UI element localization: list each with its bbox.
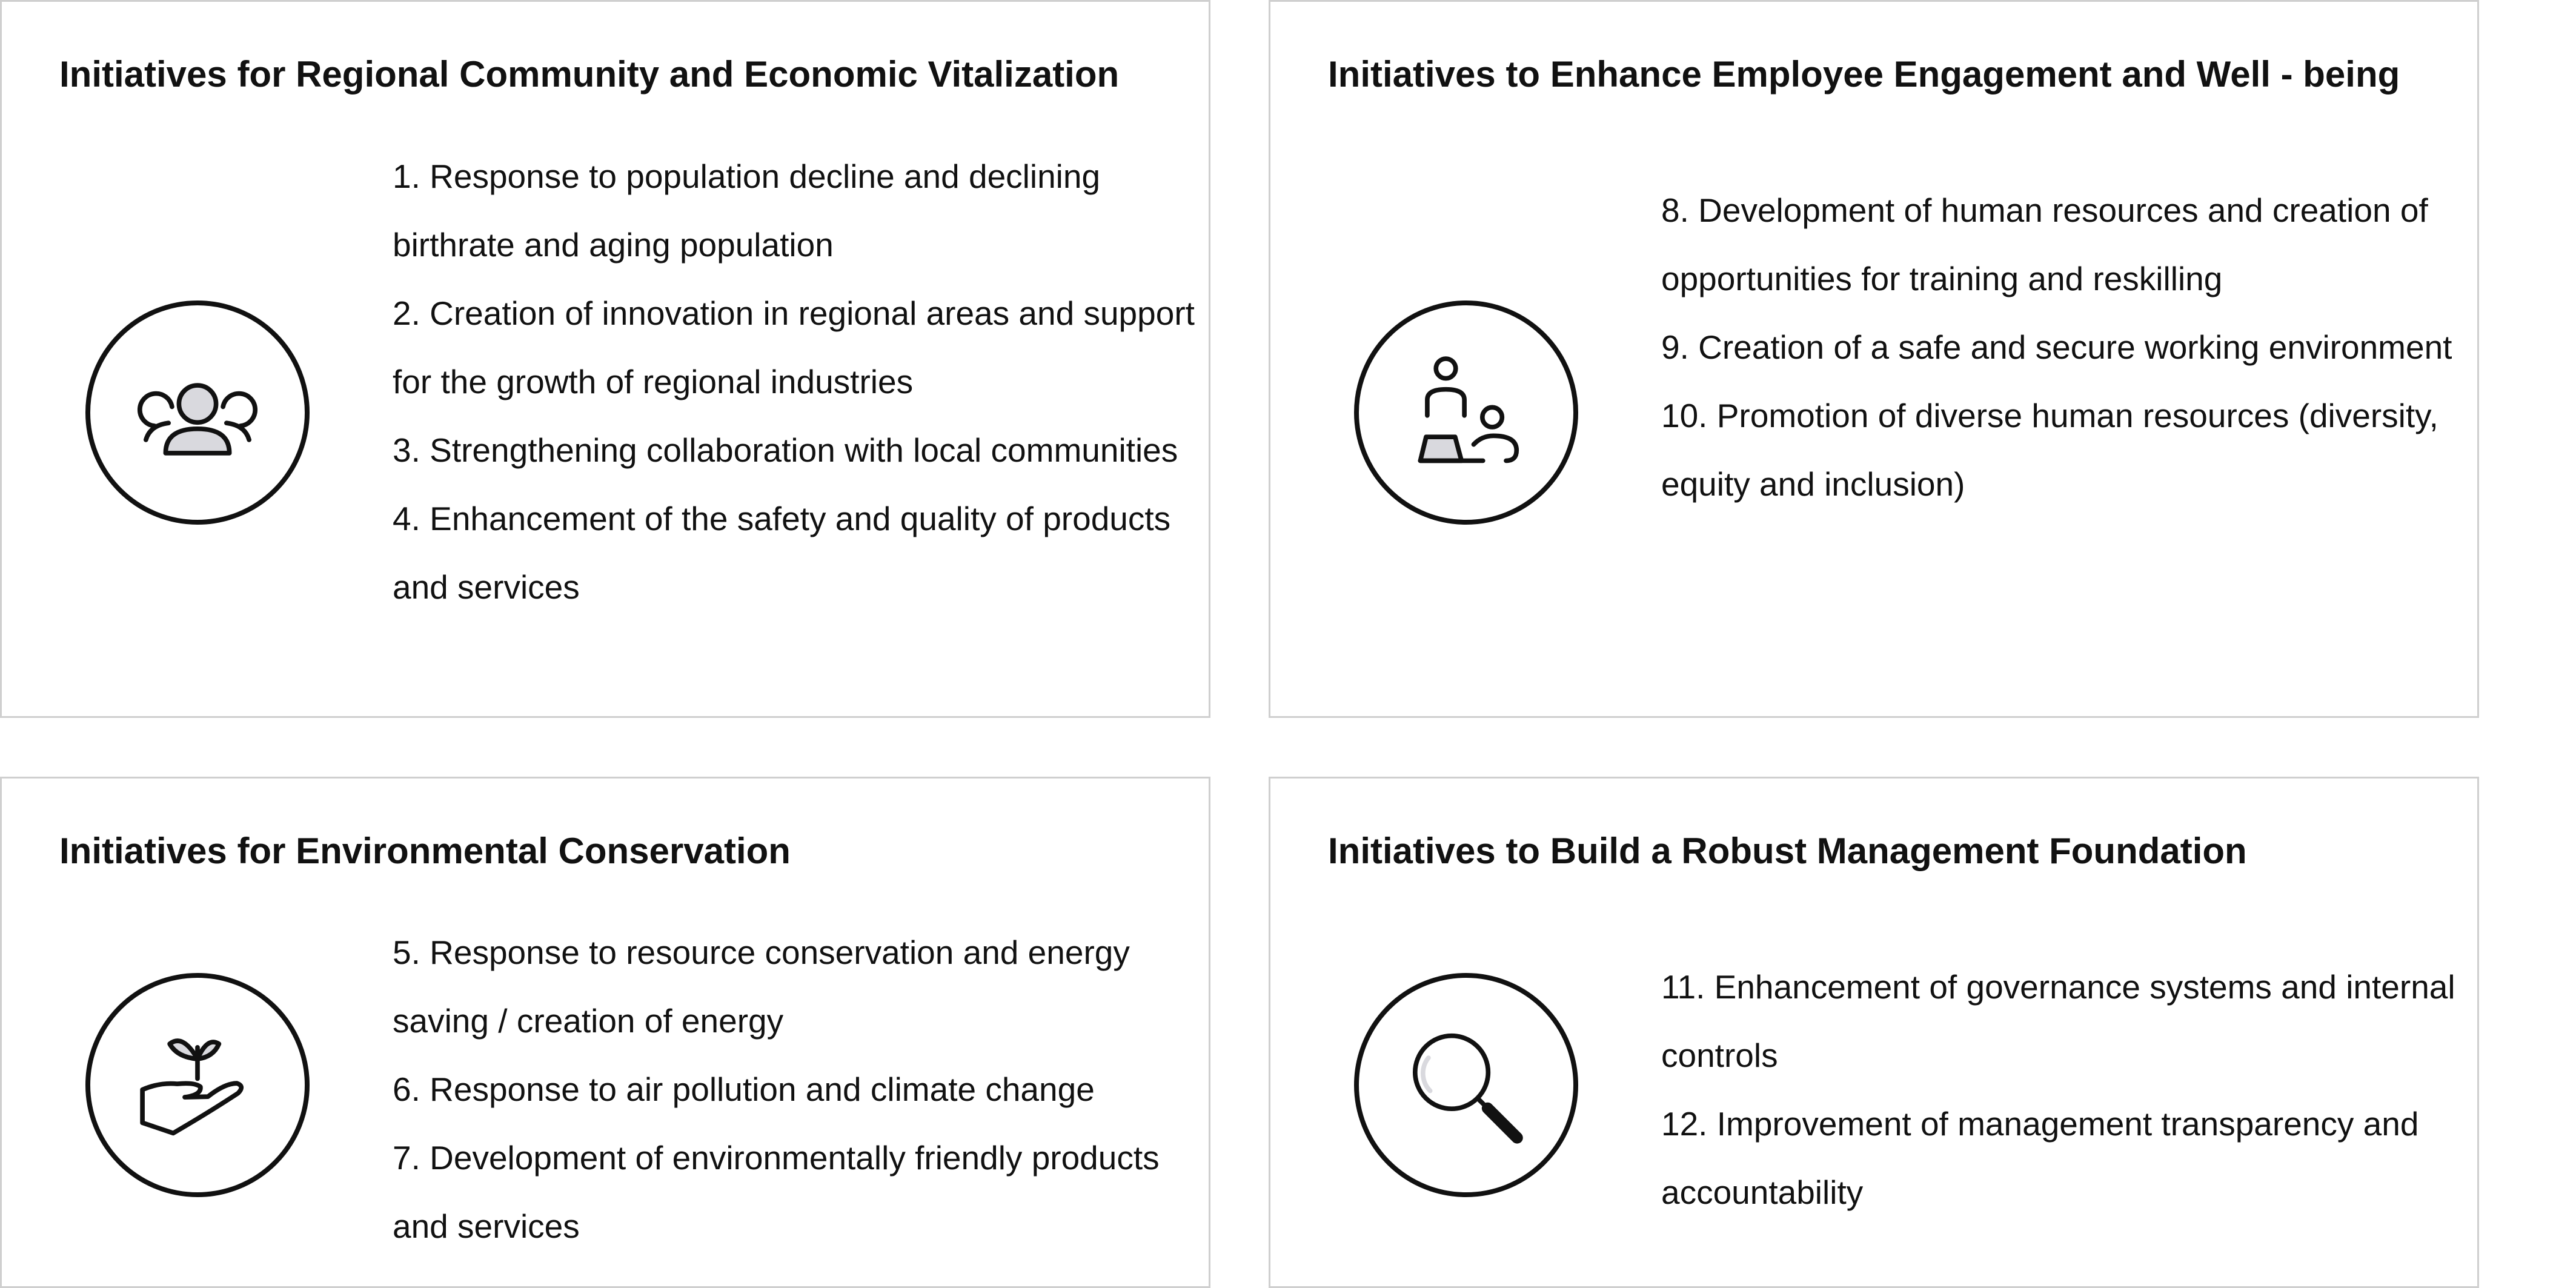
hand-holding-sprout-icon (85, 973, 310, 1197)
initiative-list (393, 918, 1198, 1261)
list-item: 9. Creation of a safe and secure working environment (1661, 328, 2452, 366)
magnifying-glass-icon (1354, 973, 1578, 1197)
initiative-list (1661, 953, 2467, 1227)
list-item: 12. Improvement of management transparency and accountability (1661, 1105, 2419, 1211)
list-item: 2. Creation of innovation in regional areas and support for the growth of regional industries (393, 294, 1195, 400)
list-item: 4. Enhancement of the safety and quality of products and services (393, 500, 1171, 606)
list-item: 3. Strengthening collaboration with local communities (393, 431, 1178, 469)
panel-management-foundation (1269, 777, 2479, 1288)
list-item: 5. Response to resource conservation and energy saving / creation of energy (393, 934, 1130, 1040)
panel-environmental-conservation (0, 777, 1210, 1288)
panel-title: Initiatives for Environmental Conservation (59, 831, 791, 871)
list-item: 6. Response to air pollution and climate change (393, 1071, 1095, 1108)
panel-title: Initiatives to Enhance Employee Engagement and Well - being (1328, 54, 2400, 95)
list-item: 1. Response to population decline and declining birthrate and aging population (393, 158, 1101, 264)
panel-title: Initiatives for Regional Community and Economic Vitalization (59, 54, 1120, 95)
initiative-list (393, 142, 1198, 622)
list-item: 10. Promotion of diverse human resources (diversity, equity and inclusion) (1661, 397, 2438, 503)
panel-title: Initiatives to Build a Robust Management Foundation (1328, 831, 2247, 871)
employee-workstation-icon (1354, 300, 1578, 525)
list-item: 8. Development of human resources and creation of opportunities for training and reskilling (1661, 191, 2428, 297)
panel-regional-community (0, 0, 1210, 718)
initiative-list (1661, 176, 2467, 519)
list-item: 7. Development of environmentally friendly products and services (393, 1139, 1160, 1245)
community-people-icon (85, 300, 310, 525)
panel-employee-engagement (1269, 0, 2479, 718)
list-item: 11. Enhancement of governance systems and internal controls (1661, 968, 2455, 1074)
